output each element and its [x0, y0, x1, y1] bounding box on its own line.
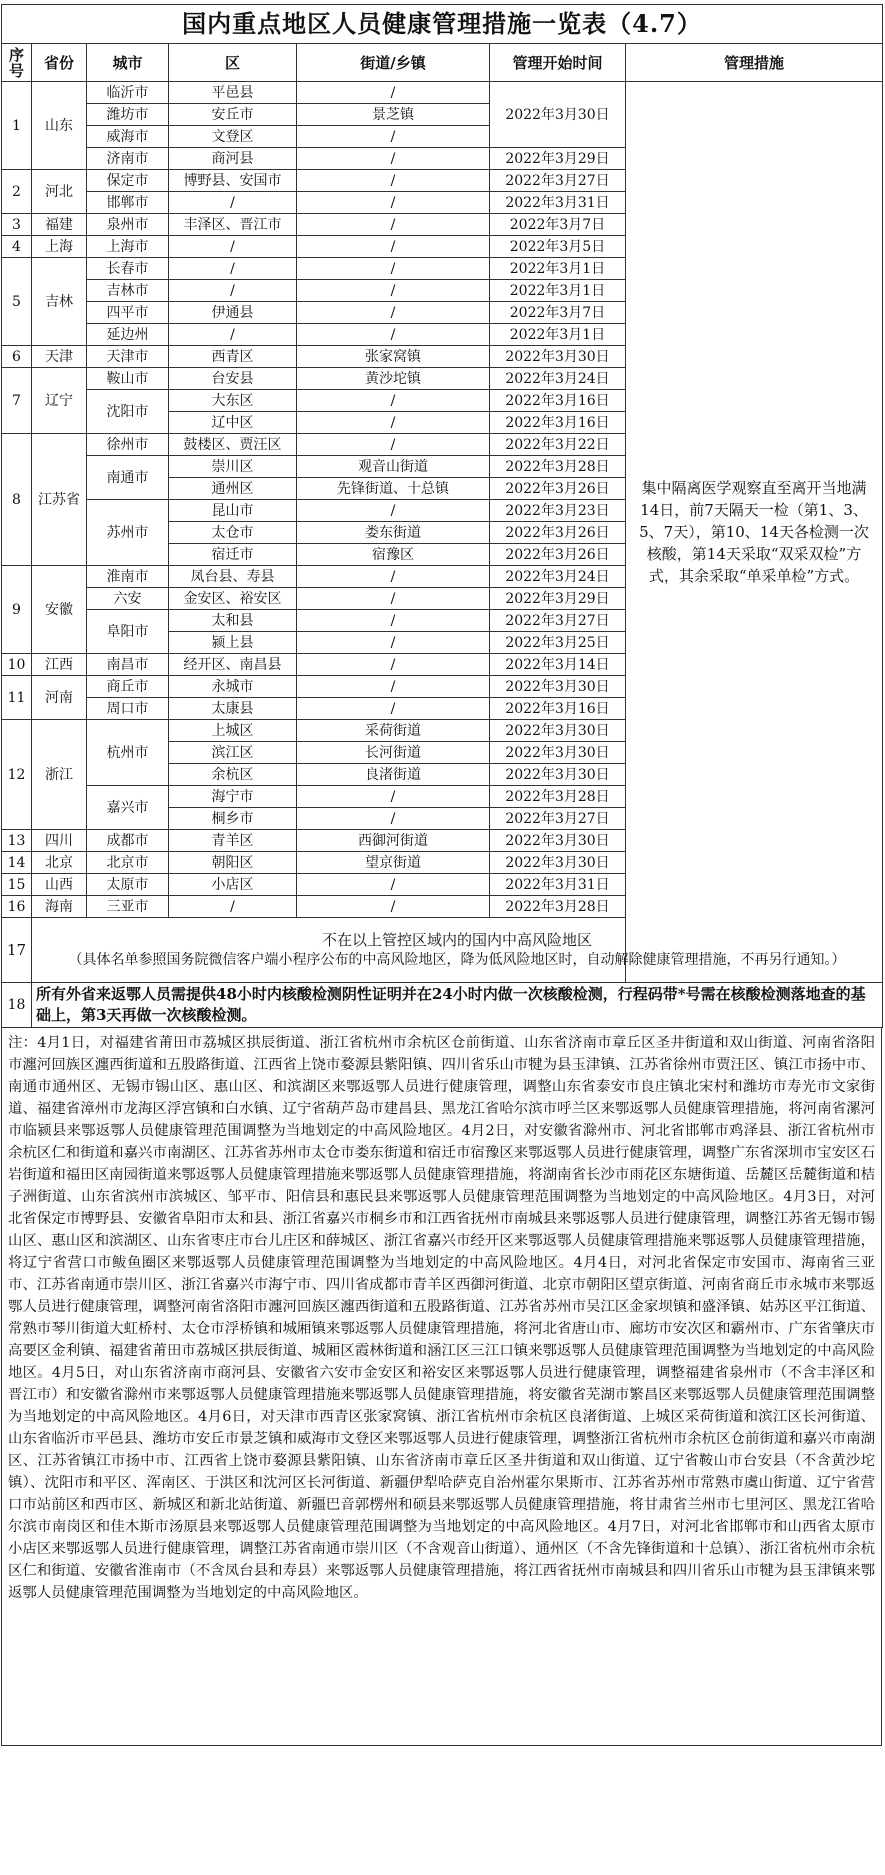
row-street: /	[297, 390, 490, 412]
row-city: 威海市	[87, 126, 169, 148]
row-time: 2022年3月28日	[490, 786, 626, 808]
table-row-18	[2, 983, 883, 1028]
row-district: 太和县	[169, 610, 297, 632]
row-street: 景芝镇	[297, 104, 490, 126]
row-time: 2022年3月29日	[490, 588, 626, 610]
row-city: 鞍山市	[87, 368, 169, 390]
row-district: 永城市	[169, 676, 297, 698]
row-time: 2022年3月1日	[490, 280, 626, 302]
row-time: 2022年3月30日	[490, 82, 626, 148]
row-city: 北京市	[87, 852, 169, 874]
row-city: 淮南市	[87, 566, 169, 588]
row-time: 2022年3月30日	[490, 830, 626, 852]
row-province: 上海	[32, 236, 87, 258]
row-street: /	[297, 676, 490, 698]
row-street: /	[297, 500, 490, 522]
row-city: 南昌市	[87, 654, 169, 676]
row-time: 2022年3月23日	[490, 500, 626, 522]
header-no: 序号	[2, 44, 32, 82]
row-district: 太仓市	[169, 522, 297, 544]
row-district: 台安县	[169, 368, 297, 390]
row-province: 河北	[32, 170, 87, 214]
measures-table	[1, 4, 883, 1028]
row-street: /	[297, 896, 490, 918]
row-street: /	[297, 280, 490, 302]
row-time: 2022年3月28日	[490, 896, 626, 918]
row-street: 娄东街道	[297, 522, 490, 544]
row-province: 江西	[32, 654, 87, 676]
row-street: 黄沙坨镇	[297, 368, 490, 390]
row-street: 良渚街道	[297, 764, 490, 786]
row-district: /	[169, 192, 297, 214]
row-city: 济南市	[87, 148, 169, 170]
row17-line1: 不在以上管控区域内的国内中高风险地区	[322, 931, 593, 949]
row-no: 16	[2, 896, 32, 918]
row-city: 上海市	[87, 236, 169, 258]
sheet	[1, 4, 882, 1746]
row-time: 2022年3月16日	[490, 390, 626, 412]
row-district: 宿迁市	[169, 544, 297, 566]
row-province: 江苏省	[32, 434, 87, 566]
row-district: 余杭区	[169, 764, 297, 786]
row-province: 河南	[32, 676, 87, 720]
row-city: 天津市	[87, 346, 169, 368]
row-city: 潍坊市	[87, 104, 169, 126]
row-city: 临沂市	[87, 82, 169, 104]
row-time: 2022年3月30日	[490, 676, 626, 698]
row-province: 天津	[32, 346, 87, 368]
row-district: 崇川区	[169, 456, 297, 478]
row-no: 17	[2, 918, 32, 983]
row-street: 长河街道	[297, 742, 490, 764]
row-no: 6	[2, 346, 32, 368]
row-street: /	[297, 126, 490, 148]
measure-cell: 集中隔离医学观察直至离开当地满14日，前7天隔天一检（第1、3、5、7天），第10、14天各检测一次核酸，第14天采取“双采双检”方式，其余采取“单采单检”方式。	[626, 82, 883, 983]
row-time: 2022年3月16日	[490, 412, 626, 434]
row17-content	[32, 918, 883, 983]
row-city: 延边州	[87, 324, 169, 346]
row-street: /	[297, 654, 490, 676]
row-time: 2022年3月7日	[490, 214, 626, 236]
row-time: 2022年3月26日	[490, 522, 626, 544]
row-district: 桐乡市	[169, 808, 297, 830]
row-province: 山东	[32, 82, 87, 170]
header-measure: 管理措施	[626, 44, 883, 82]
row-no: 9	[2, 566, 32, 654]
row-time: 2022年3月25日	[490, 632, 626, 654]
row-street: /	[297, 214, 490, 236]
row-district: /	[169, 896, 297, 918]
row-time: 2022年3月16日	[490, 698, 626, 720]
row-street: /	[297, 148, 490, 170]
row-province: 四川	[32, 830, 87, 852]
row-no: 15	[2, 874, 32, 896]
row-no: 11	[2, 676, 32, 720]
row-no: 3	[2, 214, 32, 236]
row-street: 望京街道	[297, 852, 490, 874]
row-district: 辽中区	[169, 412, 297, 434]
row-district: 凤台县、寿县	[169, 566, 297, 588]
row-street: /	[297, 610, 490, 632]
row18-content: 所有外省来返鄂人员需提供48小时内核酸检测阴性证明并在24小时内做一次核酸检测，行程码带*号需在核酸检测落地查的基础上，第3天再做一次核酸检测。	[32, 983, 883, 1028]
header-city: 城市	[87, 44, 169, 82]
row-street: 西御河街道	[297, 830, 490, 852]
row-time: 2022年3月27日	[490, 610, 626, 632]
row-district: 通州区	[169, 478, 297, 500]
row-time: 2022年3月14日	[490, 654, 626, 676]
table-row-17	[2, 918, 883, 983]
row-time: 2022年3月27日	[490, 170, 626, 192]
row-time: 2022年3月31日	[490, 874, 626, 896]
row-city: 太原市	[87, 874, 169, 896]
row-city: 长春市	[87, 258, 169, 280]
row-street: 观音山街道	[297, 456, 490, 478]
row-district: 小店区	[169, 874, 297, 896]
row-province: 浙江	[32, 720, 87, 830]
row-province: 辽宁	[32, 368, 87, 434]
row-district: 博野县、安国市	[169, 170, 297, 192]
row-time: 2022年3月31日	[490, 192, 626, 214]
row-time: 2022年3月30日	[490, 720, 626, 742]
row-city: 吉林市	[87, 280, 169, 302]
row-district: 太康县	[169, 698, 297, 720]
row-time: 2022年3月26日	[490, 478, 626, 500]
header-district: 区	[169, 44, 297, 82]
row-time: 2022年3月26日	[490, 544, 626, 566]
row-province: 北京	[32, 852, 87, 874]
row-street: /	[297, 412, 490, 434]
row-district: 丰泽区、晋江市	[169, 214, 297, 236]
row-no: 4	[2, 236, 32, 258]
row-street: 先锋街道、十总镇	[297, 478, 490, 500]
row-no: 13	[2, 830, 32, 852]
row-street: /	[297, 434, 490, 456]
row-time: 2022年3月30日	[490, 742, 626, 764]
row-city: 泉州市	[87, 214, 169, 236]
row-city: 周口市	[87, 698, 169, 720]
row-district: 昆山市	[169, 500, 297, 522]
header-start-time: 管理开始时间	[490, 44, 626, 82]
row-street: /	[297, 786, 490, 808]
table-row	[2, 82, 883, 104]
row-district: 金安区、裕安区	[169, 588, 297, 610]
row-street: /	[297, 236, 490, 258]
row17-line2: （具体名单参照国务院微信客户端小程序公布的中高风险地区，降为低风险地区时，自动解除健康管理措施，不再另行通知。）	[68, 952, 846, 968]
row-street: /	[297, 258, 490, 280]
header-province: 省份	[32, 44, 87, 82]
row-district: 商河县	[169, 148, 297, 170]
header-street: 街道/乡镇	[297, 44, 490, 82]
row-district: /	[169, 280, 297, 302]
row-no: 2	[2, 170, 32, 214]
row-district: 上城区	[169, 720, 297, 742]
row-street: /	[297, 324, 490, 346]
row-district: 滨江区	[169, 742, 297, 764]
row-district: 西青区	[169, 346, 297, 368]
row-no: 5	[2, 258, 32, 346]
row-city: 沈阳市	[87, 390, 169, 434]
row-district: 伊通县	[169, 302, 297, 324]
row-no: 1	[2, 82, 32, 170]
row-district: /	[169, 324, 297, 346]
row-city: 成都市	[87, 830, 169, 852]
row-district: 经开区、南昌县	[169, 654, 297, 676]
row-no: 8	[2, 434, 32, 566]
row-city: 四平市	[87, 302, 169, 324]
row-time: 2022年3月22日	[490, 434, 626, 456]
row-province: 安徽	[32, 566, 87, 654]
row-street: /	[297, 82, 490, 104]
row-no: 14	[2, 852, 32, 874]
row-street: 宿豫区	[297, 544, 490, 566]
note-paragraph: 注：4月1日，对福建省莆田市荔城区拱辰街道、浙江省杭州市余杭区仓前街道、山东省济南市章丘区圣井街道和双山街道、河南省洛阳市瀍河回族区瀍西街道和五股路街道、江西省上饶市婺源县紫阳镇、四川省乐山市犍为县玉津镇、江苏省徐州市贾汪区、镇江市扬中市、南通市通州区、无锡市锡山区、惠山区、和滨湖区来鄂返鄂人员进行健康管理，调整山东省泰安市良庄镇北宋村和潍坊市寿光市文家街道、福建省漳州市龙海区浮宫镇和白水镇、辽宁省葫芦岛市建昌县、黑龙江省哈尔滨市呼兰区来鄂返鄂人员健康管理措施，将河南省漯河市临颍县来鄂返鄂人员健康管理范围调整为当地划定的中高风险地区。4月2日，对安徽省滁州市、河北省邯郸市鸡泽县、浙江省杭州市余杭区仁和街道和嘉兴市南湖区、江苏省苏州市太仓市娄东街道和宿迁市宿豫区来鄂返鄂人员进行健康管理，调整广东省深圳市宝安区石岩街道和福田区南园街道来鄂返鄂人员健康管理措施来鄂返鄂人员健康管理措施，将湖南省长沙市雨花区东塘街道、岳麓区岳麓街道和桔子洲街道、山东省滨州市滨城区、邹平市、阳信县和惠民县来鄂返鄂人员健康管理范围调整为当地划定的中高风险地区。4月3日，对河北省保定市博野县、安徽省阜阳市太和县、浙江省嘉兴市桐乡市和江西省抚州市南城县来鄂返鄂人员进行健康管理，调整江苏省无锡市锡山区、惠山区和滨湖区、山东省枣庄市台儿庄区和薛城区、浙江省嘉兴市经开区来鄂返鄂人员健康管理措施来鄂返鄂人员健康管理措施，将辽宁省营口市鲅鱼圈区来鄂返鄂人员健康管理范围调整为当地划定的中高风险地区。4月4日，对河北省保定市安国市、海南省三亚市、江苏省南通市崇川区、浙江省嘉兴市海宁市、四川省成都市青羊区西御河街道、北京市朝阳区望京街道、河南省商丘市永城市来鄂返鄂人员进行健康管理，调整河南省洛阳市瀍河回族区瀍西街道和五股路街道、江苏省苏州市吴江区金家坝镇和盛泽镇、姑苏区平江街道、常熟市琴川街道大虹桥村、太仓市浮桥镇和城厢镇来鄂返鄂人员健康管理措施，将河北省唐山市、廊坊市安次区和霸州市、广东省肇庆市高要区金利镇、福建省莆田市荔城区拱辰街道、城厢区霞林街道和涵江区三江口镇来鄂返鄂人员健康管理范围调整为当地划定的中高风险地区。4月5日，对山东省济南市商河县、安徽省六安市金安区和裕安区来鄂返鄂人员进行健康管理，调整福建省泉州市（不含丰泽区和晋江市）和安徽省滁州市来鄂返鄂人员健康管理措施来鄂返鄂人员健康管理措施，将安徽省芜湖市繁昌区来鄂返鄂人员健康管理范围调整为当地划定的中高风险地区。4月6日，对天津市西青区张家窝镇、浙江省杭州市余杭区良渚街道、上城区采荷街道和滨江区长河街道、山东省临沂市平邑县、潍坊市安丘市景芝镇和威海市文登区来鄂返鄂人员进行健康管理，调整浙江省杭州市余杭区仓前街道和嘉兴市南湖区、江苏省镇江市扬中市、江西省上饶市婺源县紫阳镇、山东省济南市章丘区圣井街道和双山街道、辽宁省鞍山市台安县（不含黄沙坨镇）、沈阳市和平区、浑南区、于洪区和沈河区长河街道、新疆伊犁哈萨克自治州霍尔果斯市、江苏省苏州市常熟市虞山街道、辽宁省营口市站前区和西市区、新城区和新北站街道、新疆巴音郭楞州和硕县来鄂返鄂人员健康管理措施，将甘肃省兰州市七里河区、黑龙江省哈尔滨市南岗区和佳木斯市汤原县来鄂返鄂人员健康管理范围调整为当地划定的中高风险地区。4月7日，对河北省邯郸市和山西省太原市小店区来鄂返鄂人员进行健康管理，调整江苏省南通市崇川区（不含观音山街道）、通州区（不含先锋街道和十总镇）、浙江省杭州市余杭区仁和街道、安徽省淮南市（不含凤台县和寿县）来鄂返鄂人员健康管理措施，将江西省抚州市南城县和四川省乐山市犍为县玉津镇来鄂返鄂人员健康管理范围调整为当地划定的中高风险地区。	[1, 1028, 882, 1746]
row-street: /	[297, 302, 490, 324]
row-time: 2022年3月5日	[490, 236, 626, 258]
row-time: 2022年3月30日	[490, 852, 626, 874]
row-no: 18	[2, 983, 32, 1028]
row-district: 大东区	[169, 390, 297, 412]
row-city: 邯郸市	[87, 192, 169, 214]
row-street: /	[297, 632, 490, 654]
row-street: /	[297, 192, 490, 214]
row-province: 吉林	[32, 258, 87, 346]
row-city: 徐州市	[87, 434, 169, 456]
row-street: /	[297, 566, 490, 588]
row-time: 2022年3月29日	[490, 148, 626, 170]
row-district: 海宁市	[169, 786, 297, 808]
row-province: 福建	[32, 214, 87, 236]
row-city: 南通市	[87, 456, 169, 500]
row-city: 商丘市	[87, 676, 169, 698]
row-city: 阜阳市	[87, 610, 169, 654]
row-district: 文登区	[169, 126, 297, 148]
row-street: /	[297, 698, 490, 720]
row-street: 采荷街道	[297, 720, 490, 742]
row-street: /	[297, 588, 490, 610]
row-time: 2022年3月24日	[490, 368, 626, 390]
row-time: 2022年3月30日	[490, 764, 626, 786]
row-no: 10	[2, 654, 32, 676]
row-city: 杭州市	[87, 720, 169, 786]
row-time: 2022年3月30日	[490, 346, 626, 368]
row-city: 保定市	[87, 170, 169, 192]
row-province: 山西	[32, 874, 87, 896]
row-city: 三亚市	[87, 896, 169, 918]
row-district: 青羊区	[169, 830, 297, 852]
row-time: 2022年3月27日	[490, 808, 626, 830]
row-street: 张家窝镇	[297, 346, 490, 368]
row-time: 2022年3月28日	[490, 456, 626, 478]
row-city: 苏州市	[87, 500, 169, 566]
row-city: 六安	[87, 588, 169, 610]
row-district: 朝阳区	[169, 852, 297, 874]
row-time: 2022年3月1日	[490, 258, 626, 280]
row-no: 12	[2, 720, 32, 830]
row-time: 2022年3月1日	[490, 324, 626, 346]
row-time: 2022年3月7日	[490, 302, 626, 324]
row-street: /	[297, 170, 490, 192]
row-no: 7	[2, 368, 32, 434]
row-street: /	[297, 874, 490, 896]
row-district: /	[169, 258, 297, 280]
row-time: 2022年3月24日	[490, 566, 626, 588]
row-city: 嘉兴市	[87, 786, 169, 830]
row-street: /	[297, 808, 490, 830]
row-district: 安丘市	[169, 104, 297, 126]
row-province: 海南	[32, 896, 87, 918]
row-district: /	[169, 236, 297, 258]
row-district: 平邑县	[169, 82, 297, 104]
row-district: 鼓楼区、贾汪区	[169, 434, 297, 456]
page-title: 国内重点地区人员健康管理措施一览表（4.7）	[2, 5, 883, 44]
row-district: 颍上县	[169, 632, 297, 654]
